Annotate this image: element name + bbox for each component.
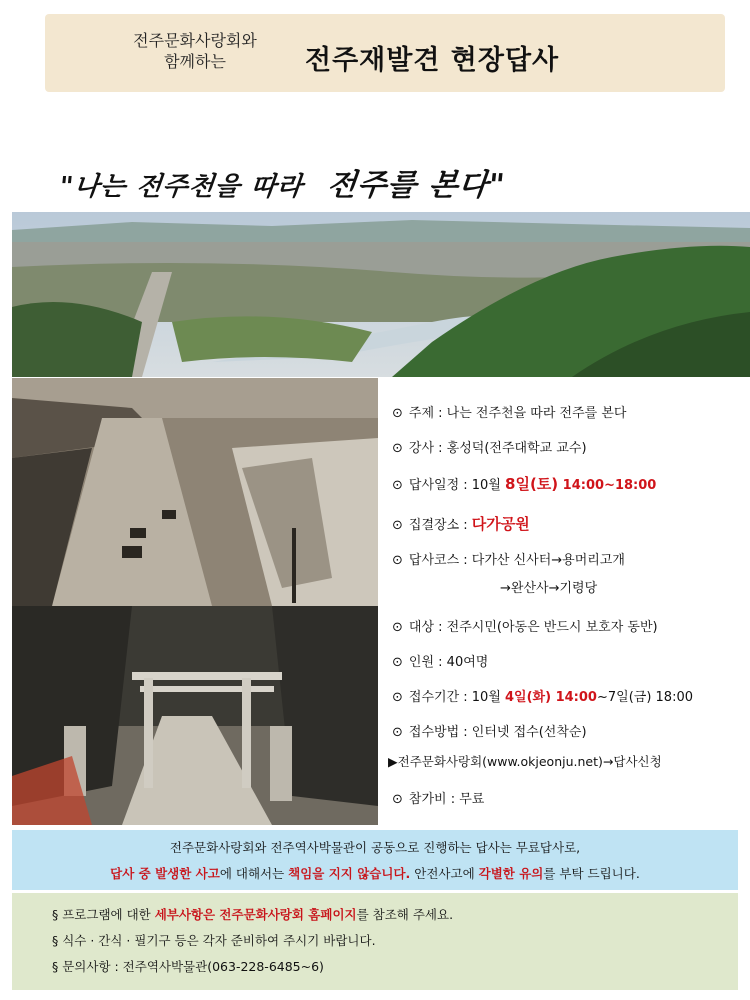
info-reg-label: 접수기간 : 10월: [408, 690, 506, 705]
notice-red3: 각별한 유의: [478, 866, 544, 881]
info-course-line1: 답사코스 : 다가산 신사터→용머리고개: [408, 553, 625, 568]
info-capacity-text: 인원 : 40여명: [408, 655, 489, 670]
info-date-time: 14:00~18:00: [558, 478, 657, 493]
info-course-line2: →완산사→기령당: [500, 581, 598, 596]
info-target-text: 대상 : 전주시민(아동은 반드시 보호자 동반): [408, 620, 658, 635]
info-meet-place: 다가공원: [471, 515, 530, 533]
header-subtitle-line2: 함께하는: [164, 52, 226, 71]
info-method-text: 접수방법 : 인터넷 접수(선착순): [408, 725, 587, 740]
extra-line3: § 문의사항 : 전주역사박물관(063-228-6485~6): [52, 959, 324, 974]
info-date-day: 8일(토): [505, 475, 559, 493]
panorama-photo: [12, 212, 750, 377]
info-reg-end: ~7일(금) 18:00: [596, 690, 693, 705]
extra-line1-a: § 프로그램에 대한: [52, 907, 155, 922]
info-date: [392, 473, 656, 494]
bullet-icon: ⊙: [392, 690, 403, 705]
info-date-label: 답사일정 : 10월: [408, 478, 506, 493]
notice-red2: 책임을 지지 않습니다.: [288, 866, 411, 881]
bullet-icon: ⊙: [392, 620, 403, 635]
info-registration-period: [392, 686, 693, 705]
bullet-icon: ⊙: [392, 655, 403, 670]
notice-c: 를 부탁 드립니다.: [543, 866, 640, 881]
notice-a: 에 대해서는: [219, 866, 289, 881]
info-meeting-place: [392, 513, 530, 534]
bullet-icon: ⊙: [392, 553, 403, 568]
notice-line2: [12, 864, 738, 882]
header-subtitle: [95, 30, 295, 72]
bullet-icon: ⊙: [392, 406, 403, 421]
info-theme-text: 주제 : 나는 전주천을 따라 전주를 본다: [408, 406, 627, 421]
extra-info-box: [12, 893, 738, 990]
historic-shrine-photo: [12, 606, 378, 825]
slogan-part2: 전주를 본다": [325, 168, 508, 203]
extra-line2: § 식수 · 간식 · 필기구 등은 각자 준비하여 주시기 바랍니다.: [52, 933, 376, 948]
bullet-icon: ⊙: [392, 792, 403, 807]
info-course: [392, 549, 625, 568]
info-fee-text: 참가비 : 무료: [408, 792, 485, 807]
info-reg-day: 4일(화): [505, 690, 552, 705]
bullet-icon: ⊙: [392, 725, 403, 740]
bullet-icon: ⊙: [392, 478, 403, 493]
extra-line1-red: 세부사항은 전주문화사랑회 홈페이지: [154, 907, 357, 922]
info-meet-label: 집결장소 :: [408, 518, 472, 533]
slogan: [58, 160, 508, 204]
bullet-icon: ⊙: [392, 441, 403, 456]
notice-red1: 답사 중 발생한 사고: [110, 866, 220, 881]
info-theme: [392, 402, 626, 421]
info-fee: [392, 788, 484, 807]
info-capacity: [392, 651, 488, 670]
slogan-part1: "나는 전주천을 따라: [57, 172, 305, 202]
bullet-icon: ⊙: [392, 518, 403, 533]
notice-line1: 전주문화사랑회와 전주역사박물관이 공동으로 진행하는 답사는 무료답사로,: [169, 840, 581, 855]
info-target: [392, 616, 658, 635]
info-lecturer-text: 강사 : 홍성덕(전주대학교 교수): [408, 441, 587, 456]
extra-line1-b: 를 참조해 주세요.: [356, 907, 454, 922]
info-lecturer: [392, 437, 587, 456]
page-title: 전주재발견 현장답사: [305, 45, 560, 76]
info-method: [392, 721, 587, 740]
extra-line1: [52, 905, 453, 923]
historic-street-photo: [12, 378, 378, 606]
info-reg-time: 14:00: [551, 690, 597, 705]
header-subtitle-line1: 전주문화사랑회와: [133, 31, 257, 50]
notice-b: 안전사고에: [410, 866, 479, 881]
info-method-link[interactable]: ▶전주문화사랑회(www.okjeonju.net)→답사신청: [388, 754, 662, 769]
